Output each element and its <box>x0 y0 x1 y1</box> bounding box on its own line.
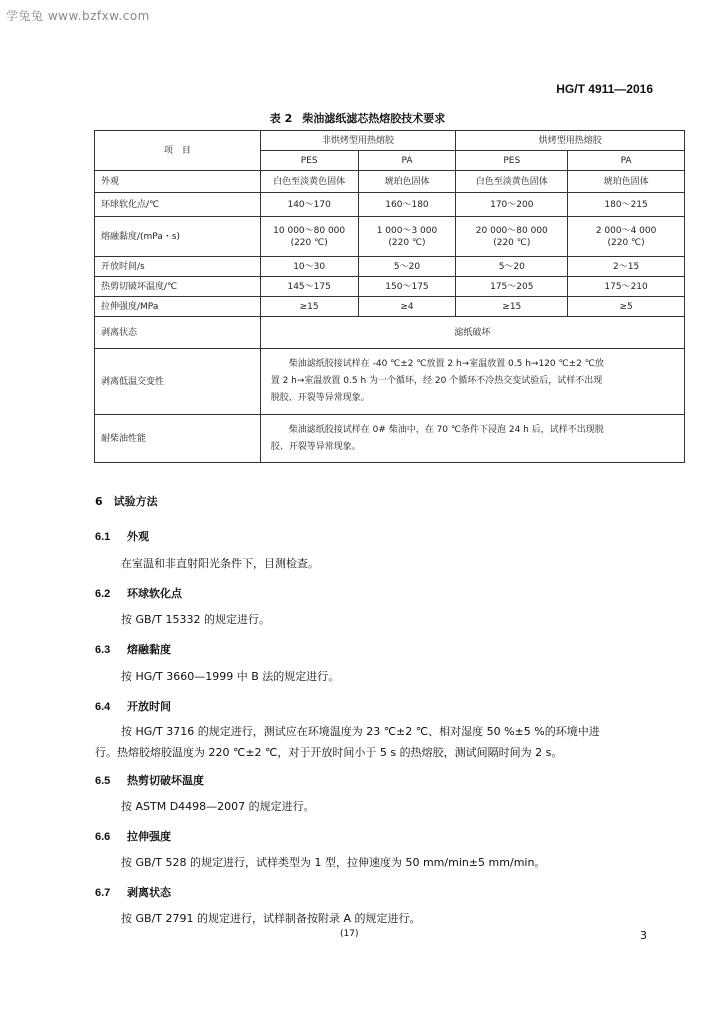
table-cell <box>568 217 685 257</box>
row-label: 环球软化点/℃ <box>95 193 261 217</box>
standard-number: HG/T 4911—2016 <box>556 82 653 96</box>
paragraph: 在室温和非直射阳光条件下，目测检查。 <box>121 557 319 570</box>
subsection-number: 6.7 <box>95 887 111 899</box>
paragraph: 按 GB/T 2791 的规定进行，试样制备按附录 A 的规定进行。 <box>121 912 421 925</box>
table-subheader: PES <box>260 151 358 171</box>
row-label: 剥离低温交变性 <box>95 349 261 415</box>
subsection-heading <box>95 828 171 844</box>
row-label: 熔融黏度/(mPa・s) <box>95 217 261 257</box>
table-row <box>95 317 685 349</box>
table-cell: 170～200 <box>456 193 568 217</box>
subsection-title: 开放时间 <box>127 700 171 713</box>
subsection-number: 6.2 <box>95 588 111 600</box>
subsection-title: 外观 <box>127 530 149 543</box>
subsection-heading <box>95 585 182 601</box>
cell-value: 20 000～80 000 <box>475 225 548 236</box>
row-label: 耐柴油性能 <box>95 415 261 463</box>
table-cell-merged: 滤纸破坏 <box>260 317 684 349</box>
table-row <box>95 257 685 277</box>
table-cell: 5～20 <box>358 257 456 277</box>
table-cell: ≥15 <box>456 297 568 317</box>
table-cell: 琥珀色固体 <box>358 171 456 193</box>
table-row <box>95 217 685 257</box>
paragraph: 按 ASTM D4498—2007 的规定进行。 <box>121 800 315 813</box>
table-row <box>95 415 685 463</box>
spec-table <box>94 130 685 463</box>
cell-value: 10 000～80 000 <box>273 225 346 236</box>
table-cell: 2～15 <box>568 257 685 277</box>
table-cell: 175～205 <box>456 277 568 297</box>
cell-temperature: (220 ℃) <box>388 237 426 248</box>
subsection-heading <box>95 641 171 657</box>
table-cell: 150～175 <box>358 277 456 297</box>
table-row <box>95 349 685 415</box>
watermark-text: 学兔兔 www.bzfxw.com <box>6 9 150 23</box>
table-cell <box>260 217 358 257</box>
paragraph: 按 HG/T 3660—1999 中 B 法的规定进行。 <box>121 670 340 683</box>
table-cell: 140～170 <box>260 193 358 217</box>
table-cell: 10～30 <box>260 257 358 277</box>
subsection-number: 6.3 <box>95 644 111 656</box>
note-line: 置 2 h→室温放置 0.5 h 为一个循环，经 20 个循环不冷热交变试验后，试样不出现 <box>270 376 603 386</box>
table-caption-number: 表 2 <box>269 112 293 125</box>
note-line: 胶、开裂等异常现象。 <box>270 441 361 452</box>
table-caption <box>0 110 725 126</box>
note-line: 柴油滤纸胶接试样在 -40 ℃±2 ℃放置 2 h→室温放置 0.5 h→120 ℃±2 ℃放 <box>288 359 604 369</box>
table-subheader: PA <box>568 151 685 171</box>
subsection-title: 熔融黏度 <box>127 643 171 656</box>
row-label: 拉伸强度/MPa <box>95 297 261 317</box>
table-header-item: 项 目 <box>95 131 261 171</box>
table-cell: 160～180 <box>358 193 456 217</box>
cell-temperature: (220 ℃) <box>493 237 531 248</box>
table-row <box>95 193 685 217</box>
cell-value: 1 000～3 000 <box>376 225 438 236</box>
table-cell <box>358 217 456 257</box>
table-cell: ≥15 <box>260 297 358 317</box>
paragraph: 按 GB/T 528 的规定进行，试样类型为 1 型，拉伸速度为 50 mm/min±5 mm/min。 <box>121 856 546 869</box>
section-heading: 6 试验方法 <box>95 495 158 508</box>
table-cell: 175～210 <box>568 277 685 297</box>
table-row <box>95 277 685 297</box>
row-label: 外观 <box>95 171 261 193</box>
table-cell: 145～175 <box>260 277 358 297</box>
paragraph: 按 HG/T 3716 的规定进行，测试应在环境温度为 23 ℃±2 ℃、相对湿度 50 %±5 %的环境中进 <box>121 725 600 738</box>
subsection-heading <box>95 884 171 900</box>
table-cell-note <box>260 415 684 463</box>
note-line: 柴油滤纸胶接试样在 0# 柴油中，在 70 ℃条件下浸泡 24 h 后，试样不出现脱 <box>288 424 604 435</box>
row-label: 热剪切破坏温度/℃ <box>95 277 261 297</box>
table-cell: 180～215 <box>568 193 685 217</box>
note-line: 脱胶、开裂等异常现象。 <box>270 393 370 403</box>
subsection-number: 6.1 <box>95 531 111 543</box>
page-number: 3 <box>640 929 647 942</box>
subsection-title: 剥离状态 <box>127 886 171 899</box>
table-subheader: PA <box>358 151 456 171</box>
cell-value: 2 000～4 000 <box>595 225 657 236</box>
table-cell: ≥4 <box>358 297 456 317</box>
table-header-group-baking: 烘烤型用热熔胶 <box>456 131 685 151</box>
table-cell: ≥5 <box>568 297 685 317</box>
row-label: 剥离状态 <box>95 317 261 349</box>
cell-temperature: (220 ℃) <box>290 237 328 248</box>
footer-code: (17) <box>340 929 359 939</box>
table-subheader: PES <box>456 151 568 171</box>
row-label: 开放时间/s <box>95 257 261 277</box>
subsection-heading <box>95 772 204 788</box>
paragraph: 按 GB/T 15332 的规定进行。 <box>121 613 270 626</box>
subsection-title: 拉伸强度 <box>127 830 171 843</box>
subsection-title: 热剪切破坏温度 <box>127 774 204 787</box>
subsection-heading <box>95 698 171 714</box>
table-row <box>95 297 685 317</box>
table-cell-note <box>260 349 684 415</box>
table-cell: 白色至淡黄色固体 <box>260 171 358 193</box>
table-row <box>95 171 685 193</box>
paragraph: 行。热熔胶熔胶温度为 220 ℃±2 ℃，对于开放时间小于 5 s 的热熔胶，测试间隔时间为 2 s。 <box>95 746 563 759</box>
subsection-heading <box>95 528 149 544</box>
subsection-number: 6.6 <box>95 831 111 843</box>
table-cell: 琥珀色固体 <box>568 171 685 193</box>
table-cell: 5～20 <box>456 257 568 277</box>
subsection-title: 环球软化点 <box>127 587 182 600</box>
cell-temperature: (220 ℃) <box>607 237 645 248</box>
subsection-number: 6.4 <box>95 701 111 713</box>
table-header-group-non-baking: 非烘烤型用热熔胶 <box>260 131 456 151</box>
subsection-number: 6.5 <box>95 775 111 787</box>
table-cell: 白色至淡黄色固体 <box>456 171 568 193</box>
table-caption-title: 柴油滤纸滤芯热熔胶技术要求 <box>302 112 446 125</box>
table-cell <box>456 217 568 257</box>
